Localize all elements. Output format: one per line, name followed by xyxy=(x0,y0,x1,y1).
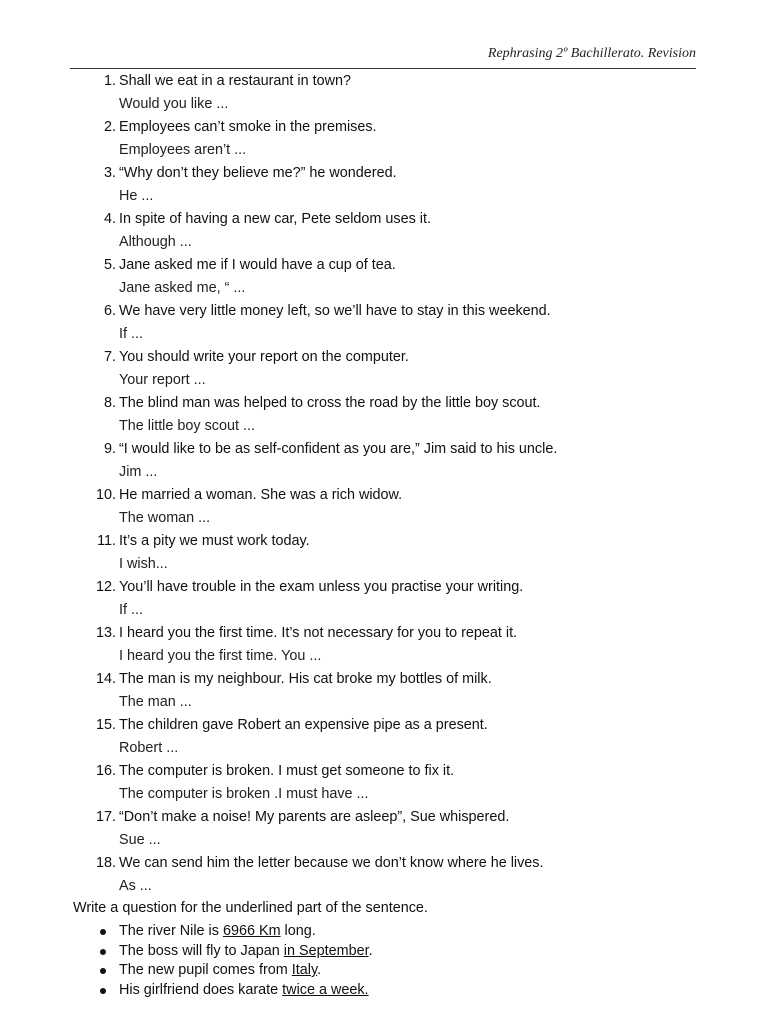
exercise-answer-stem: Employees aren’t ... xyxy=(119,142,247,158)
question-sentence xyxy=(119,982,369,998)
underlined-part: twice a week. xyxy=(282,981,369,998)
exercise-item xyxy=(0,346,768,392)
exercise-answer-stem: The man ... xyxy=(119,694,192,710)
question-sentence xyxy=(119,962,321,978)
exercise-number: 1. xyxy=(103,73,116,89)
exercise-prompt: We can send him the letter because we don’t know where he lives. xyxy=(119,855,544,871)
exercise-item xyxy=(0,852,768,898)
underlined-part: 6966 Km xyxy=(222,923,281,939)
exercise-prompt: “Don’t make a noise! My parents are asleep”, Sue whispered. xyxy=(119,809,510,825)
list-item xyxy=(0,961,768,981)
exercise-item xyxy=(0,300,768,346)
bullet-icon xyxy=(100,929,106,935)
exercise-answer-stem: Jim ... xyxy=(119,464,158,480)
exercise-number: 18. xyxy=(95,855,116,871)
exercise-answer-stem: Although ... xyxy=(119,234,192,250)
exercise-answer-stem: If ... xyxy=(119,326,143,342)
exercise-item xyxy=(0,438,768,484)
sentence-text: The boss will fly to Japan xyxy=(119,942,284,959)
exercise-answer-stem: Sue ... xyxy=(119,832,161,848)
exercise-answer-stem: Jane asked me, “ ... xyxy=(119,280,246,296)
underlined-part: Italy xyxy=(291,962,318,978)
sentence-text: His girlfriend does karate xyxy=(119,981,283,998)
exercise-list xyxy=(0,70,768,898)
exercise-prompt: The children gave Robert an expensive pipe as a present. xyxy=(119,717,488,733)
exercise-number: 6. xyxy=(103,303,116,319)
exercise-answer-stem: Your report ... xyxy=(119,372,206,388)
exercise-item xyxy=(0,760,768,806)
exercise-answer-stem: Robert ... xyxy=(119,740,179,756)
bullet-icon xyxy=(100,988,106,994)
exercise-answer-stem: As ... xyxy=(119,878,152,894)
page-header: Rephrasing 2º Bachillerato. Revision xyxy=(70,46,696,69)
exercise-item xyxy=(0,530,768,576)
exercise-prompt: “Why don’t they believe me?” he wondered. xyxy=(119,165,397,181)
exercise-item xyxy=(0,484,768,530)
exercise-item xyxy=(0,622,768,668)
exercise-answer-stem: The woman ... xyxy=(119,510,211,526)
exercise-answer-stem: If ... xyxy=(119,602,143,618)
sentence-text: . xyxy=(368,942,373,959)
exercise-prompt: I heard you the first time. It’s not necessary for you to repeat it. xyxy=(119,625,518,641)
exercise-number: 16. xyxy=(95,763,116,779)
exercise-number: 17. xyxy=(95,809,116,825)
exercise-answer-stem: Would you like ... xyxy=(119,96,229,112)
list-item xyxy=(0,922,768,942)
exercise-item xyxy=(0,70,768,116)
exercise-number: 5. xyxy=(103,257,116,273)
exercise-prompt: In spite of having a new car, Pete seldom uses it. xyxy=(119,211,431,227)
exercise-item xyxy=(0,162,768,208)
exercise-prompt: “I would like to be as self-confident as you are,” Jim said to his uncle. xyxy=(119,441,558,457)
exercise-number: 7. xyxy=(103,349,116,365)
exercise-number: 11. xyxy=(97,533,116,549)
exercise-prompt: We have very little money left, so we’ll have to stay in this weekend. xyxy=(119,303,551,319)
exercise-item xyxy=(0,392,768,438)
exercise-answer-stem: He ... xyxy=(119,188,154,204)
sentence-text: The river Nile is xyxy=(119,923,223,939)
exercise-prompt: You’ll have trouble in the exam unless you practise your writing. xyxy=(119,579,524,595)
exercise-prompt: He married a woman. She was a rich widow. xyxy=(119,487,403,503)
exercise-item xyxy=(0,576,768,622)
exercise-number: 14. xyxy=(95,671,116,687)
exercise-item xyxy=(0,668,768,714)
exercise-number: 8. xyxy=(103,395,116,411)
exercise-prompt: The man is my neighbour. His cat broke my bottles of milk. xyxy=(119,671,492,687)
exercise-prompt: The computer is broken. I must get someone to fix it. xyxy=(119,763,455,779)
question-sentence xyxy=(119,943,373,959)
exercise-answer-stem: The computer is broken .I must have ... xyxy=(119,786,369,802)
exercise-item xyxy=(0,254,768,300)
question-list xyxy=(0,922,768,1000)
underlined-part: in September xyxy=(283,942,369,959)
exercise-prompt: Employees can’t smoke in the premises. xyxy=(119,119,377,135)
exercise-number: 2. xyxy=(103,119,116,135)
exercise-prompt: It’s a pity we must work today. xyxy=(119,533,310,549)
sentence-text: The new pupil comes from xyxy=(119,962,292,978)
exercise-number: 12. xyxy=(95,579,116,595)
question-sentence xyxy=(119,923,316,939)
exercise-number: 4. xyxy=(103,211,116,227)
exercise-item xyxy=(0,208,768,254)
exercise-item xyxy=(0,806,768,852)
exercise-number: 3. xyxy=(103,165,116,181)
exercise-prompt: The blind man was helped to cross the road by the little boy scout. xyxy=(119,395,541,411)
list-item xyxy=(0,942,768,962)
sentence-text: . xyxy=(317,962,322,978)
exercise-answer-stem: I wish... xyxy=(119,556,168,572)
exercise-prompt: You should write your report on the computer. xyxy=(119,349,409,365)
exercise-answer-stem: The little boy scout ... xyxy=(119,418,255,434)
exercise-item xyxy=(0,714,768,760)
exercise-number: 9. xyxy=(103,441,116,457)
bullet-icon xyxy=(100,949,106,955)
exercise-number: 13. xyxy=(95,625,116,641)
exercise-number: 15. xyxy=(95,717,116,733)
list-item xyxy=(0,981,768,1001)
sentence-text: long. xyxy=(280,923,316,939)
question-instruction: Write a question for the underlined part of the sentence. xyxy=(73,900,428,916)
exercise-item xyxy=(0,116,768,162)
exercise-answer-stem: I heard you the first time. You ... xyxy=(119,648,322,664)
exercise-prompt: Shall we eat in a restaurant in town? xyxy=(119,73,351,89)
exercise-prompt: Jane asked me if I would have a cup of tea. xyxy=(119,257,396,273)
bullet-icon xyxy=(100,968,106,974)
exercise-number: 10. xyxy=(95,487,116,503)
